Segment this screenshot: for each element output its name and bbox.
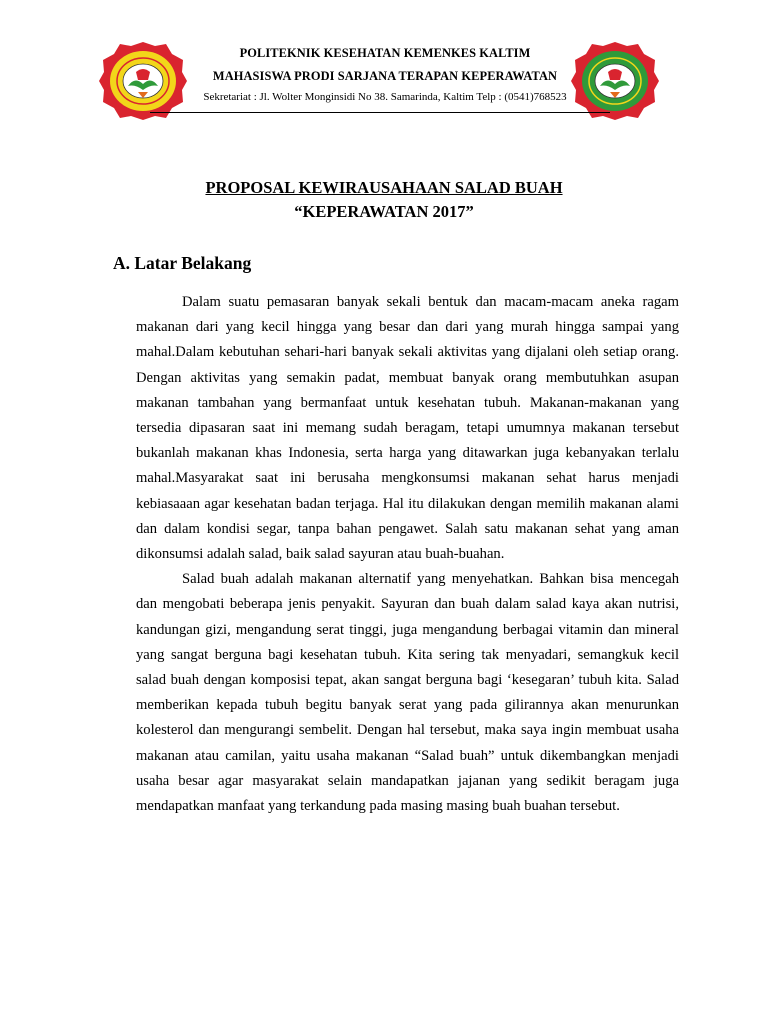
- program-name: MAHASISWA PRODI SARJANA TERAPAN KEPERAWATAN: [212, 69, 558, 83]
- secretariat-address: Sekretariat : Jl. Wolter Monginsidi No 38. Samarinda, Kaltim Telp : (0541)768523: [203, 91, 567, 103]
- letterhead: [190, 44, 580, 104]
- logo-right: [570, 40, 660, 122]
- document-title: PROPOSAL KEWIRAUSAHAAN SALAD BUAH: [205, 178, 563, 197]
- institution-seal-icon: [98, 40, 188, 122]
- paragraph: Dalam suatu pemasaran banyak sekali bentuk dan macam-macam aneka ragam makanan dari yang kecil hingga yang besar dan dari yang murah hingga sampai yang mahal.Dalam kebutuhan sehari-hari banyak sekali aktivitas yang dijalani oleh setiap orang. Dengan aktivitas yang semakin padat, membuat banyak orang membutuhkan asupan makanan tambahan yang bermanfaat untuk kesehatan tubuh. Makanan-makanan yang tersedia dipasaran saat ini memang sudah beragam, tetapi umumnya makanan tersebut bukanlah makanan khas Indonesia, serta harga yang ditawarkan juga kebanyakan terlalu mahal.Masyarakat saat ini berusaha mengkonsumsi makanan sehat harus menjadi kebiasaaan agar kesehatan badan terjaga. Hal itu dilakukan dengan memilih makanan alami dan dalam kondisi segar, tanpa bahan pengawet. Salah satu makanan sehat yang aman dikonsumsi adalah salad, baik salad sayuran atau buah-buahan.: [136, 294, 679, 563]
- section-heading: A. Latar Belakang: [113, 253, 252, 273]
- section-body: [136, 290, 679, 819]
- paragraph: Salad buah adalah makanan alternatif yang menyehatkan. Bahkan bisa mencegah dan mengobati beberapa jenis penyakit. Sayuran dan buah dalam salad kaya akan nutrisi, kandungan gizi, mengandung serat tinggi, juga mengandung berbagai vitamin dan mineral yang sangat berguna bagi kesehatan tubuh. Kita sering tak menyadari, semangkuk kecil salad buah dengan komposisi tepat, akan sangat berguna bagi ‘kesegaran’ tubuh kita. Salad memberikan kepada tubuh begitu banyak serat yang pada gilirannya akan menurunkan kolesterol dan mengurangi sembelit. Dengan hal tersebut, maka saya ingin membuat usaha makanan atau camilan, yaitu usaha makanan “Salad buah” untuk dikembangkan menjadi usaha besar agar masyarakat selain mandapatkan jajanan yang sedikit beragam juga mendapatkan manfaat yang terkandung pada masing masing buah buahan tersebut.: [136, 571, 679, 815]
- logo-left: [98, 40, 188, 122]
- title-block: [0, 178, 768, 222]
- document-subtitle: “KEPERAWATAN 2017”: [294, 202, 474, 221]
- letterhead-divider: [150, 112, 610, 113]
- institution-name: POLITEKNIK KESEHATAN KEMENKES KALTIM: [239, 46, 531, 60]
- institution-seal-icon: [570, 40, 660, 122]
